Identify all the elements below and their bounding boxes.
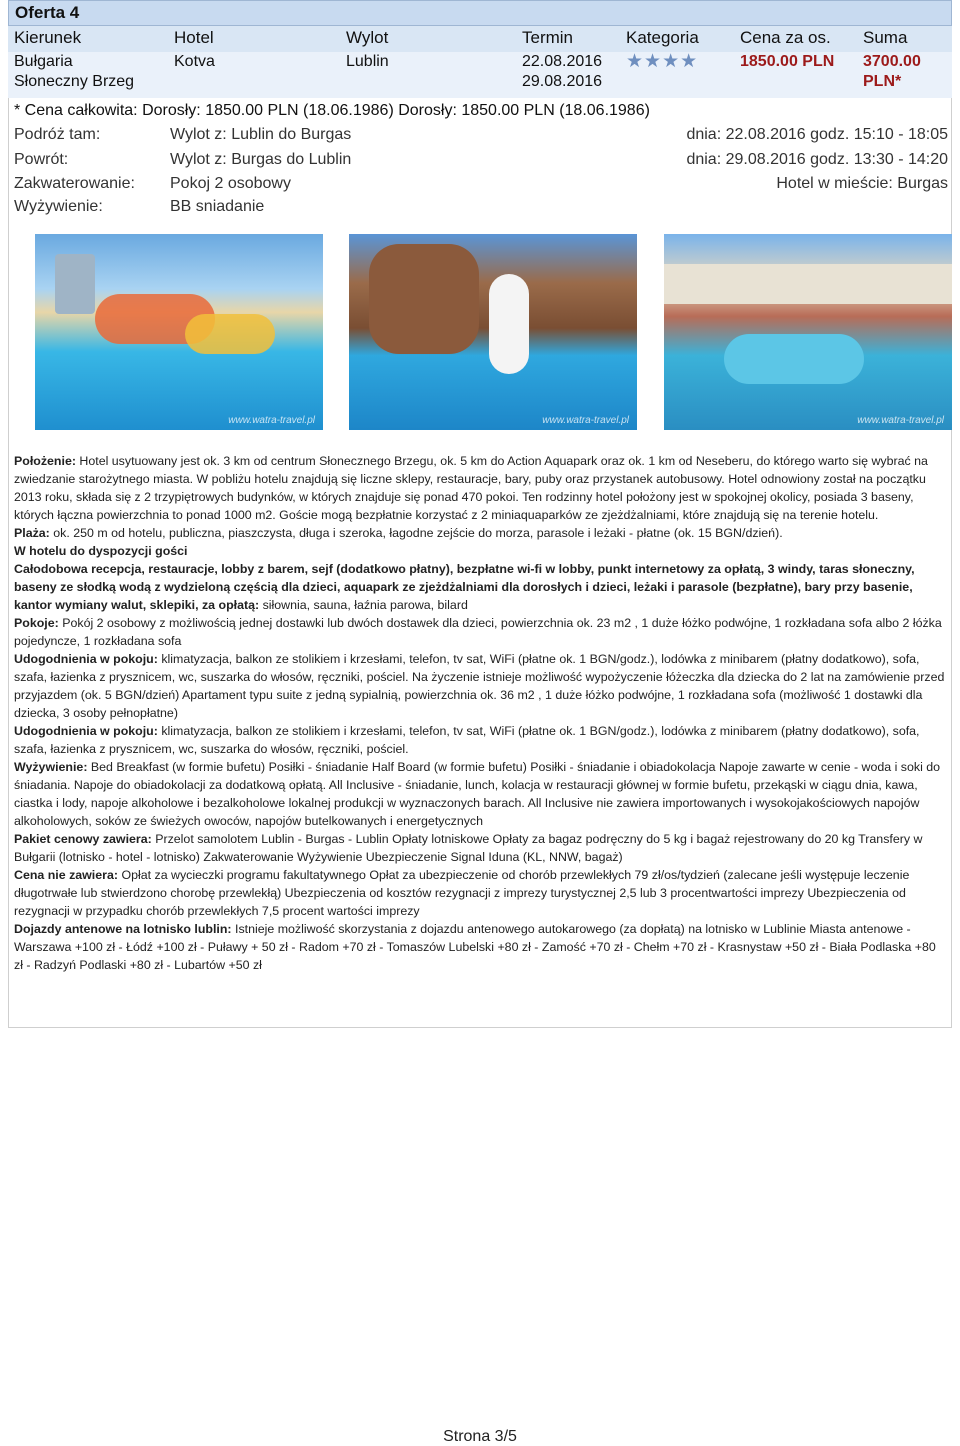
cell-termin	[522, 52, 602, 92]
cell-hotel: Kotva	[174, 53, 215, 70]
desc-pakiet	[14, 830, 948, 866]
info-podroz-date: dnia: 22.08.2016 godz. 15:10 - 18:05	[686, 126, 948, 143]
header-hotel: Hotel	[174, 28, 214, 47]
desc-w-hotelu-label: W hotelu do dyspozycji gości	[14, 544, 188, 558]
cell-suma-currency: PLN*	[863, 73, 902, 90]
info-powrot-date: dnia: 29.08.2016 godz. 13:30 - 14:20	[686, 151, 948, 168]
slide-shape	[185, 314, 275, 354]
slide-shape	[489, 274, 529, 374]
desc-plaza	[14, 524, 948, 542]
desc-cena-nie	[14, 866, 948, 920]
total-price-line: * Cena całkowita: Dorosły: 1850.00 PLN (18.06.1986) Dorosły: 1850.00 PLN (18.06.1986)	[14, 102, 650, 119]
desc-w-hotelu	[14, 542, 948, 560]
desc-udog2-text: klimatyzacja, balkon ze stolikiem i krzesłami, telefon, tv sat, WiFi (płatne ok. 1 BGN/godz.), lodówka z minibarem (płatny dodatkowo), sofa, szafa, łazienka z prysznicem, wc, suszarka do włosów, ręczniki, pościel.	[14, 724, 920, 756]
info-podroz-value: Wylot z: Lublin do Burgas	[170, 126, 352, 143]
cell-suma-amount: 3700.00	[863, 53, 921, 70]
desc-polozenie-text: Hotel usytuowany jest ok. 3 km od centrum Słonecznego Brzegu, ok. 5 km do Action Aquapark oraz ok. 1 km od Neseberu, do którego warto się wybrać na zwiedzanie starożytnego miasta. W pobliżu hotelu znajdują się liczne sklepy, restauracje, bary, puby oraz przystanek autobusowy. Hotel odnowiony został na początku 2013 roku, składa się z 2 trzypiętrowych budynków, w których znajduje się ponad 470 pokoi. Ten rodzinny hotel położony jest w spokojnej okolicy, posiada 3 baseny, których łączna powierzchnia to ponad 1000 m2. Goście mogą bezpłatnie korzystać z 2 miniaquaparków ze zjeżdżalniami, które znajdują się na terenie hotelu.	[14, 454, 928, 522]
table-row	[8, 52, 952, 98]
cell-kierunek-country: Bułgaria	[14, 53, 73, 70]
info-zakw-city: Hotel w mieście: Burgas	[776, 175, 948, 192]
cell-suma	[863, 52, 921, 92]
info-zakw-value: Pokoj 2 osobowy	[170, 175, 291, 192]
info-zakw-label: Zakwaterowanie:	[14, 175, 135, 192]
photo-watermark: www.watra-travel.pl	[857, 415, 944, 426]
hotel-description	[14, 452, 948, 974]
info-podroz-label: Podróż tam:	[14, 126, 101, 143]
hotel-photo-pool-rock	[349, 234, 637, 430]
desc-dojazdy-label: Dojazdy antenowe na lotnisko lublin:	[14, 922, 232, 936]
info-powrot-label: Powrót:	[14, 151, 69, 168]
desc-udogodnienia-1	[14, 650, 948, 722]
category-stars-icon: ★★★★	[626, 51, 699, 72]
desc-wyzywienie-text: Bed Breakfast (w formie bufetu) Posiłki - śniadanie Half Board (w formie bufetu) Posiłki - śniadanie i obiadokolacja Napoje zawarte w cenie - woda i soki do śniadania. Napoje do obiadokolacji za dodatkową opłatą. All Inclusive - śniadanie, lunch, kolacja w restauracji głównej w formie bufetu, przekąski w ciągu dnia, kawa, ciastka i lody, napoje alkoholowe i bezalkoholowe lokalnej produkcji w wyznaczonych barach. All Inclusive nie zawiera importowanych i wysokojakościowych napojów alkoholowych, soków ze świeżych owoców, napojów butelkowanych i energetycznych	[14, 760, 941, 828]
desc-wyzywienie	[14, 758, 948, 830]
page-number: Strona 3/5	[443, 1428, 517, 1445]
info-powrot	[14, 151, 948, 173]
cell-termin-from: 22.08.2016	[522, 53, 603, 70]
cell-termin-to: 29.08.2016	[522, 73, 603, 90]
header-kierunek: Kierunek	[14, 28, 82, 47]
header-cena: Cena za os.	[740, 28, 831, 47]
cell-kierunek	[14, 52, 134, 92]
info-podroz	[14, 126, 948, 148]
desc-polozenie-label: Położenie:	[14, 454, 76, 468]
building-shape	[664, 264, 952, 304]
hotel-photo-aquapark	[35, 234, 323, 430]
photo-watermark: www.watra-travel.pl	[542, 415, 629, 426]
desc-pokoje-label: Pokoje:	[14, 616, 59, 630]
desc-pokoje	[14, 614, 948, 650]
cell-wylot: Lublin	[346, 53, 389, 70]
cell-cena: 1850.00 PLN	[740, 53, 835, 70]
header-termin: Termin	[522, 28, 574, 47]
desc-calodobowa-text: siłownia, sauna, łaźnia parowa, bilard	[262, 598, 468, 612]
desc-calodobowa-bold: Całodobowa recepcja, restauracje, lobby z barem, sejf (dodatkowo płatny), bezpłatne wi-fi w lobby, punkt internetowy za opłatą, 3 windy, taras słoneczny, baseny ze słodką wodą z wydzieloną częścią dla dzieci, aquapark ze zjeżdżalniami dla dorosłych i dzieci, leżaki i parasole (bezpłatne), bary przy basenie, kantor wymiany walut, sklepiki, za opłatą:	[14, 562, 915, 612]
header-suma: Suma	[863, 28, 908, 47]
desc-dojazdy-text: Istnieje możliwość skorzystania z dojazdu antenowego autokarowego (za dopłatą) na lotnisko w Lublinie Miasta antenowe - Warszawa +100 zł - Łódź +100 zł - Puławy + 50 zł - Radom +70 zł - Tomaszów Lubelski +80 zł - Zamość +70 zł - Chełm +70 zł - Krasnystaw +50 zł - Biała Podlaska +80 zł - Radzyń Podlaski +80 zł - Lubartów +50 zł	[14, 922, 936, 972]
header-wylot: Wylot	[346, 28, 389, 47]
pool-shape	[724, 334, 864, 384]
info-wyz-label: Wyżywienie:	[14, 198, 103, 215]
desc-udog2-label: Udogodnienia w pokoju:	[14, 724, 158, 738]
header-kategoria: Kategoria	[626, 28, 699, 47]
offer-title: Oferta 4	[8, 0, 952, 26]
cell-kierunek-resort: Słoneczny Brzeg	[14, 73, 135, 90]
table-header	[8, 26, 952, 52]
desc-wyzywienie-label: Wyżywienie:	[14, 760, 88, 774]
desc-cena-nie-text: Opłat za wycieczki programu fakultatywnego Opłat za ubezpieczenie od chorób przewlekłych 79 zł/os/tydzień (zalecane jeśli występuje leczenie długotrwałe lub stwierdzono chorobę przewlekłą) Ubezpieczenia od kosztów rezygnacji z imprezy turystycznej 2,5 lub 3 procentwartości imprezy Ubezpieczenia od rezygnacji w przypadku chorób przewlekłych 7,5 procent wartości imprezy	[14, 868, 910, 918]
desc-pokoje-text: Pokój 2 osobowy z możliwością jednej dostawki lub dwóch dostawek dla dzieci, powierzchnia ok. 23 m2 , 1 duże łóżko podwójne, 1 rozkładana sofa albo 2 łóżka pojedyncze, 1 rozkładana sofa	[14, 616, 942, 648]
info-wyzywienie	[14, 198, 948, 220]
desc-udog1-label: Udogodnienia w pokoju:	[14, 652, 158, 666]
info-wyz-value: BB sniadanie	[170, 198, 265, 215]
info-powrot-value: Wylot z: Burgas do Lublin	[170, 151, 352, 168]
info-zakwaterowanie	[14, 175, 948, 197]
desc-pakiet-text: Przelot samolotem Lublin - Burgas - Lublin Opłaty lotniskowe Opłaty za bagaz podręczny do 5 kg i bagaż rejestrowany do 20 kg Transfery w Bułgarii (lotnisko - hotel - lotnisko) Zakwaterowanie Wyżywienie Ubezpieczenie Signal Iduna (KL, NNW, bagaż)	[14, 832, 923, 864]
desc-polozenie	[14, 452, 948, 524]
desc-udog1-text: klimatyzacja, balkon ze stolikiem i krzesłami, telefon, tv sat, WiFi (płatne ok. 1 BGN/godz.), lodówka z minibarem (płatny dodatkowo), sofa, szafa, łazienka z prysznicem, wc, suszarka do włosów, ręczniki, pościel. Na życzenie istnieje możliwość wypożyczenie łóżeczka dla dziecka do 2 lat na zamówienie przed przyjazdem (ok. 5 BGN/dzień) Apartament typu suite z jedną sypialnią, powierzchnia ok. 36 m2 , 1 duże łóżko podwójne, 1 rozkładana sofa (możliwość 1 dostawki dla dziecka, 3 osoby pełnopłatne)	[14, 652, 945, 720]
rock-shape	[369, 244, 479, 354]
photo-watermark: www.watra-travel.pl	[228, 415, 315, 426]
building-shape	[55, 254, 95, 314]
desc-pakiet-label: Pakiet cenowy zawiera:	[14, 832, 152, 846]
desc-plaza-text: ok. 250 m od hotelu, publiczna, piaszczysta, długa i szeroka, łagodne zejście do morza, parasole i leżaki - płatne (ok. 15 BGN/dzień).	[53, 526, 783, 540]
desc-cena-nie-label: Cena nie zawiera:	[14, 868, 118, 882]
desc-calodobowa	[14, 560, 948, 614]
desc-plaza-label: Plaża:	[14, 526, 50, 540]
hotel-photo-overview	[664, 234, 952, 430]
desc-udogodnienia-2	[14, 722, 948, 758]
desc-dojazdy	[14, 920, 948, 974]
